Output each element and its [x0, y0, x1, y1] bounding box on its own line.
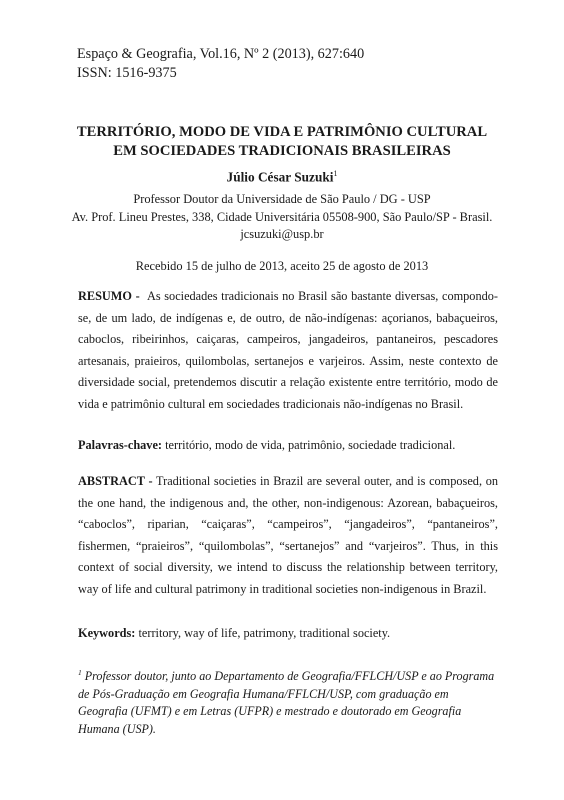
resumo-paragraph — [78, 286, 498, 416]
journal-header — [77, 45, 364, 83]
resumo-label: RESUMO - — [78, 289, 140, 303]
abstract-label: ABSTRACT - — [78, 474, 153, 488]
affiliation-position: Professor Doutor da Universidade de São Paulo / DG - USP — [133, 192, 431, 206]
paper-title — [40, 123, 524, 161]
resumo-text: As sociedades tradicionais no Brasil são bastante diversas, compondo-se, de um lado, de indígenas e, de outro, de não-indígenas: açorianos, babaçueiros, caboclos, ribeirinhos, caiçaras, campeiros, jangadeiros, pantaneiros, pescadores artesanais, praieiros, quilombolas, sertanejos e varjeiros. Assim, neste contexto de diversidade social, pretendemos discutir a relação existente entre território, modo de vida e patrimônio cultural em sociedades tradicionais não-indígenas no Brasil. — [78, 289, 498, 411]
paper-title-line-2: EM SOCIEDADES TRADICIONAIS BRASILEIRAS — [113, 143, 451, 159]
received-dates: Recebido 15 de julho de 2013, aceito 25 de agosto de 2013 — [135, 259, 429, 273]
author-footnote-mark: 1 — [333, 169, 338, 178]
footnote — [78, 664, 498, 738]
palavras-chave-text: território, modo de vida, patrimônio, sociedade tradicional. — [165, 438, 456, 452]
paper-title-line-1: TERRITÓRIO, MODO DE VIDA E PATRIMÔNIO CULTURAL — [76, 124, 488, 140]
footnote-text: Professor doutor, junto ao Departamento de Geografia/FFLCH/USP e ao Programa de Pós-Graduação em Geografia Humana/FFLCH/USP, com graduação em Geografia (UFMT) e em Letras (UFPR) e mestrado e doutorado em Geografia Humana (USP). — [78, 669, 495, 736]
author-affiliation — [30, 191, 534, 244]
keywords-text: territory, way of life, patrimony, traditional society. — [138, 626, 391, 640]
palavras-chave-paragraph — [78, 438, 498, 453]
author-email: jcsuzuki@usp.br — [240, 227, 324, 241]
journal-issn: ISSN: 1516-9375 — [77, 65, 177, 81]
abstract-paragraph — [78, 471, 498, 601]
journal-citation: Espaço & Geografia, Vol.16, Nº 2 (2013), 627:640 — [77, 46, 365, 62]
palavras-chave-label: Palavras-chave: — [78, 438, 163, 452]
keywords-label: Keywords: — [78, 626, 136, 640]
keywords-paragraph — [78, 626, 498, 641]
author-name: Júlio César Suzuki — [226, 169, 334, 185]
footnote-mark: 1 — [78, 668, 82, 677]
author-line — [0, 169, 564, 185]
affiliation-address: Av. Prof. Lineu Prestes, 338, Cidade Universitária 05508-900, São Paulo/SP - Brasil. — [71, 209, 493, 224]
abstract-text: Traditional societies in Brazil are several outer, and is composed, on the one hand, the indigenous and, the other, non-indigenous: Azorean, babaçueiros, “caboclos”, riparian, “caiçaras”, “campeiros”, “jangadeiros”, “pantaneiros”, fishermen, “praieiros”, “quilombolas”, “sertanejos” and “varjeiros”. Thus, in this context of social diversity, we intend to discuss the relationship between territory, way of life and cultural patrimony in traditional societies non-indigenous in Brazil. — [78, 474, 499, 596]
